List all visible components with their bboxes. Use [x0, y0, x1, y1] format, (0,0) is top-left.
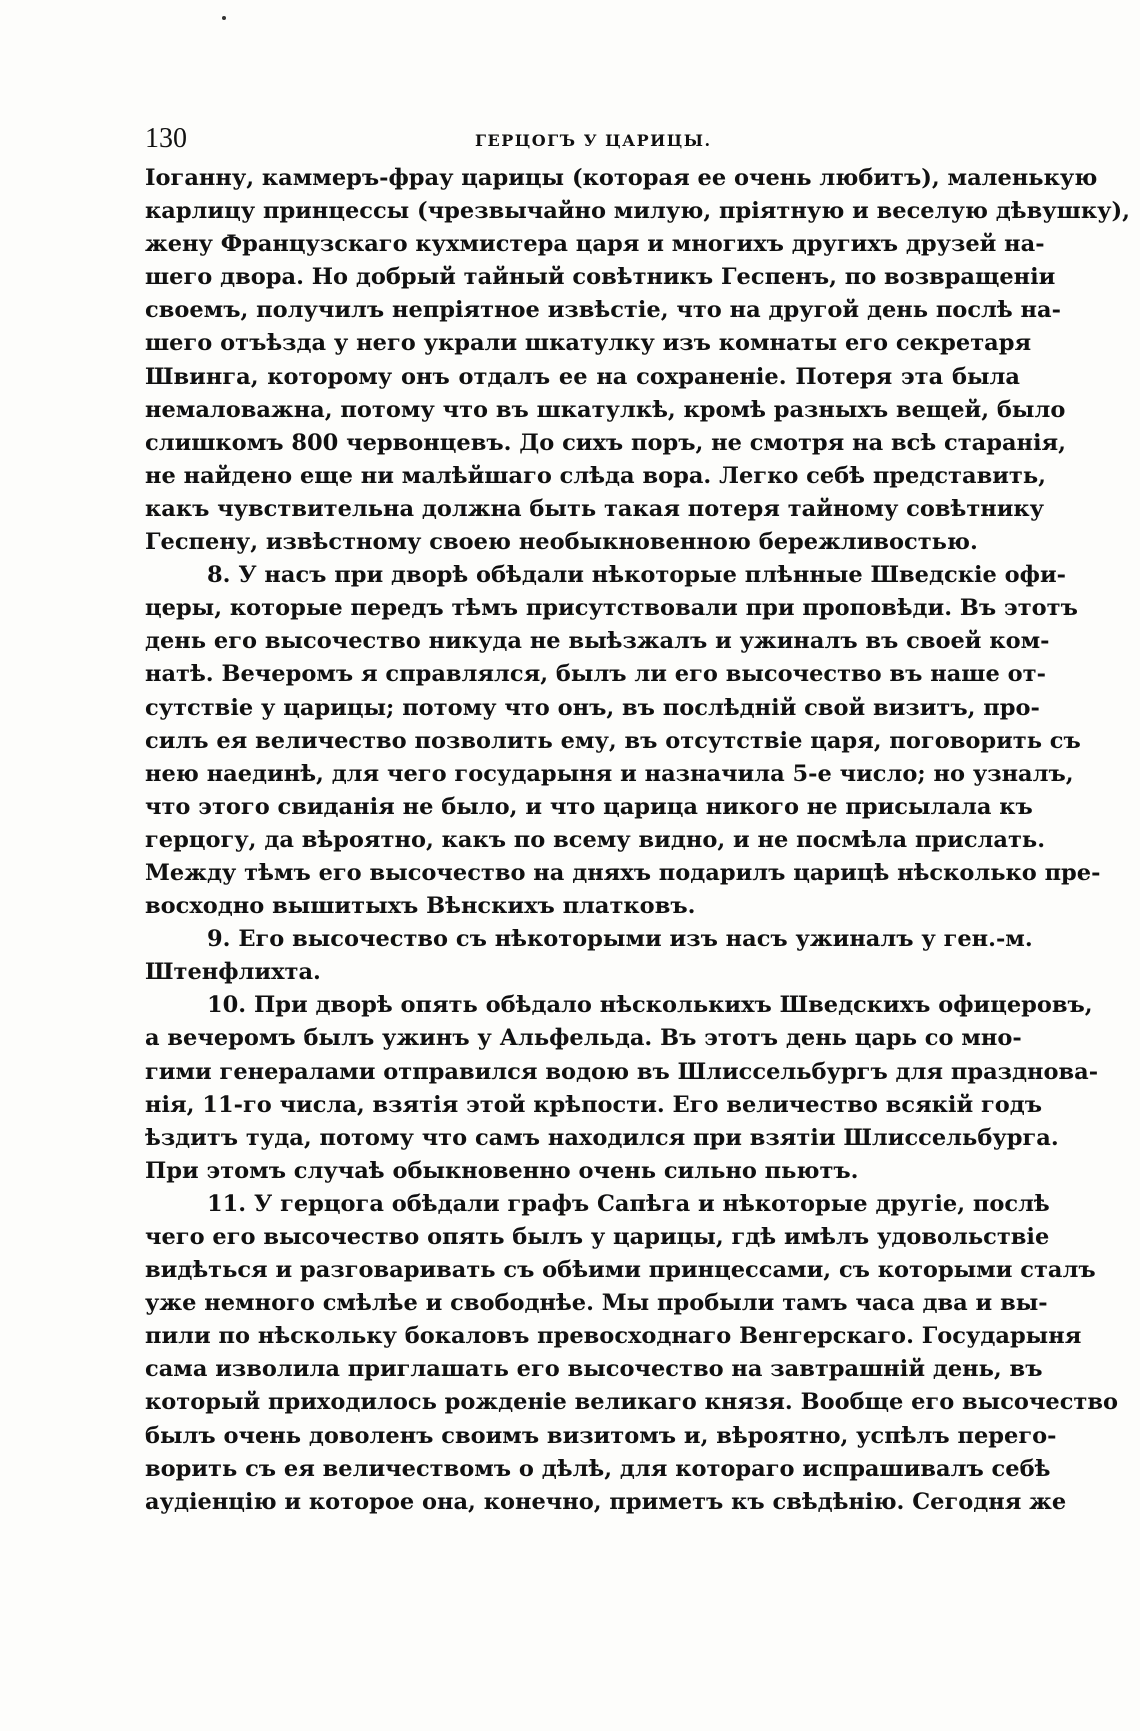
text-line: Іоганну, каммеръ-фрау царицы (которая ее очень любитъ), маленькую	[145, 165, 1098, 191]
text-line: нею наединѣ, для чего государыня и назначила 5-е число; но узналъ,	[145, 760, 1074, 787]
text-line: своемъ, получилъ непріятное извѣстіе, что на другой день послѣ на-	[145, 297, 1061, 324]
text-line: восходно вышитыхъ Вѣнскихъ платковъ.	[145, 893, 696, 920]
paragraph-first-line: 8. У насъ при дворѣ обѣдали нѣкоторые плѣнные Шведскіе офи-	[207, 562, 1066, 589]
text-line: герцогу, да вѣроятно, какъ по всему видно, и не посмѣла прислать.	[145, 826, 1046, 853]
text-line: день его высочество никуда не выѣзжалъ и ужиналъ въ своей ком-	[145, 628, 1050, 655]
text-line: Штенфлихта.	[145, 959, 321, 986]
text-line: Швинга, которому онъ отдалъ ее на сохраненіе. Потеря эта была	[145, 363, 1020, 390]
book-page	[145, 118, 1130, 1519]
body-text	[145, 162, 1130, 1519]
page-header	[145, 118, 1020, 162]
text-line: а вечеромъ былъ ужинъ у Альфельда. Въ этотъ день царь со мно-	[145, 1025, 1022, 1052]
text-line: жену Французскаго кухмистера царя и многихъ другихъ друзей на-	[145, 231, 1045, 258]
text-line: аудіенцію и которое она, конечно, приметъ къ свѣдѣнію. Сегодня же	[145, 1488, 1067, 1515]
text-line: силъ ея величество позволить ему, въ отсутствіе царя, поговорить съ	[145, 727, 1081, 754]
text-line: сутствіе у царицы; потому что онъ, въ послѣдній свой визитъ, про-	[145, 694, 1040, 721]
text-line: что этого свиданія не было, и что царица никого не присылала къ	[145, 793, 1033, 820]
text-line: шего отъѣзда у него украли шкатулку изъ комнаты его секретаря	[145, 330, 1032, 357]
text-line: не найдено еще ни малѣйшаго слѣда вора. Легко себѣ представить,	[145, 462, 1046, 489]
text-line: Геспену, извѣстному своею необыкновенною бережливостью.	[145, 529, 978, 556]
paragraph-first-line: 11. У герцога обѣдали графъ Сапѣга и нѣкоторые другіе, послѣ	[207, 1190, 1050, 1217]
text-line: слишкомъ 800 червонцевъ. До сихъ поръ, не смотря на всѣ старанія,	[145, 429, 1066, 456]
text-line: натѣ. Вечеромъ я справлялся, былъ ли его высочество въ наше от-	[145, 661, 1046, 688]
text-line: церы, которые передъ тѣмъ присутствовали при проповѣди. Въ этотъ	[145, 595, 1078, 622]
text-line: шего двора. Но добрый тайный совѣтникъ Геспенъ, по возвращеніи	[145, 264, 1056, 291]
text-line: видѣться и разговаривать съ обѣими принцессами, съ которыми сталъ	[145, 1257, 1096, 1284]
ink-speck	[222, 16, 226, 20]
text-line: какъ чувствительна должна быть такая потеря тайному совѣтнику	[145, 495, 1045, 522]
text-line: гими генералами отправился водою въ Шлиссельбургъ для празднова-	[145, 1058, 1099, 1085]
page-number: 130	[145, 123, 187, 154]
text-line: Между тѣмъ его высочество на дняхъ подарилъ царицѣ нѣсколько пре-	[145, 859, 1101, 886]
running-head: ГЕРЦОГЪ У ЦАРИЦЫ.	[475, 131, 712, 150]
text-line: который приходилось рожденіе великаго князя. Вообще его высочество	[145, 1389, 1119, 1416]
text-line: былъ очень доволенъ своимъ визитомъ и, вѣроятно, успѣлъ перего-	[145, 1422, 1057, 1449]
text-line: сама изволила приглашать его высочество на завтрашній день, въ	[145, 1356, 1043, 1383]
text-line: ѣздитъ туда, потому что самъ находился при взятіи Шлиссельбурга.	[145, 1124, 1059, 1151]
text-line: уже немного смѣлѣе и свободнѣе. Мы пробыли тамъ часа два и вы-	[145, 1290, 1048, 1317]
text-line: нія, 11-го числа, взятія этой крѣпости. Его величество всякій годъ	[145, 1091, 1043, 1118]
text-line: ворить съ ея величествомъ о дѣлѣ, для котораго испрашивалъ себѣ	[145, 1455, 1051, 1482]
text-line: карлицу принцессы (чрезвычайно милую, пріятную и веселую дѣвушку),	[145, 198, 1130, 225]
paragraph-first-line: 10. При дворѣ опять обѣдало нѣсколькихъ Шведскихъ офицеровъ,	[207, 992, 1093, 1019]
paragraph-first-line: 9. Его высочество съ нѣкоторыми изъ насъ ужиналъ у ген.-м.	[207, 926, 1033, 953]
text-line: пили по нѣскольку бокаловъ превосходнаго Венгерскаго. Государыня	[145, 1323, 1082, 1350]
text-line: чего его высочество опять былъ у царицы, гдѣ имѣлъ удовольствіе	[145, 1224, 1050, 1250]
text-line: немаловажна, потому что въ шкатулкѣ, кромѣ разныхъ вещей, было	[145, 396, 1066, 423]
text-line: При этомъ случаѣ обыкновенно очень сильно пьютъ.	[145, 1157, 859, 1184]
